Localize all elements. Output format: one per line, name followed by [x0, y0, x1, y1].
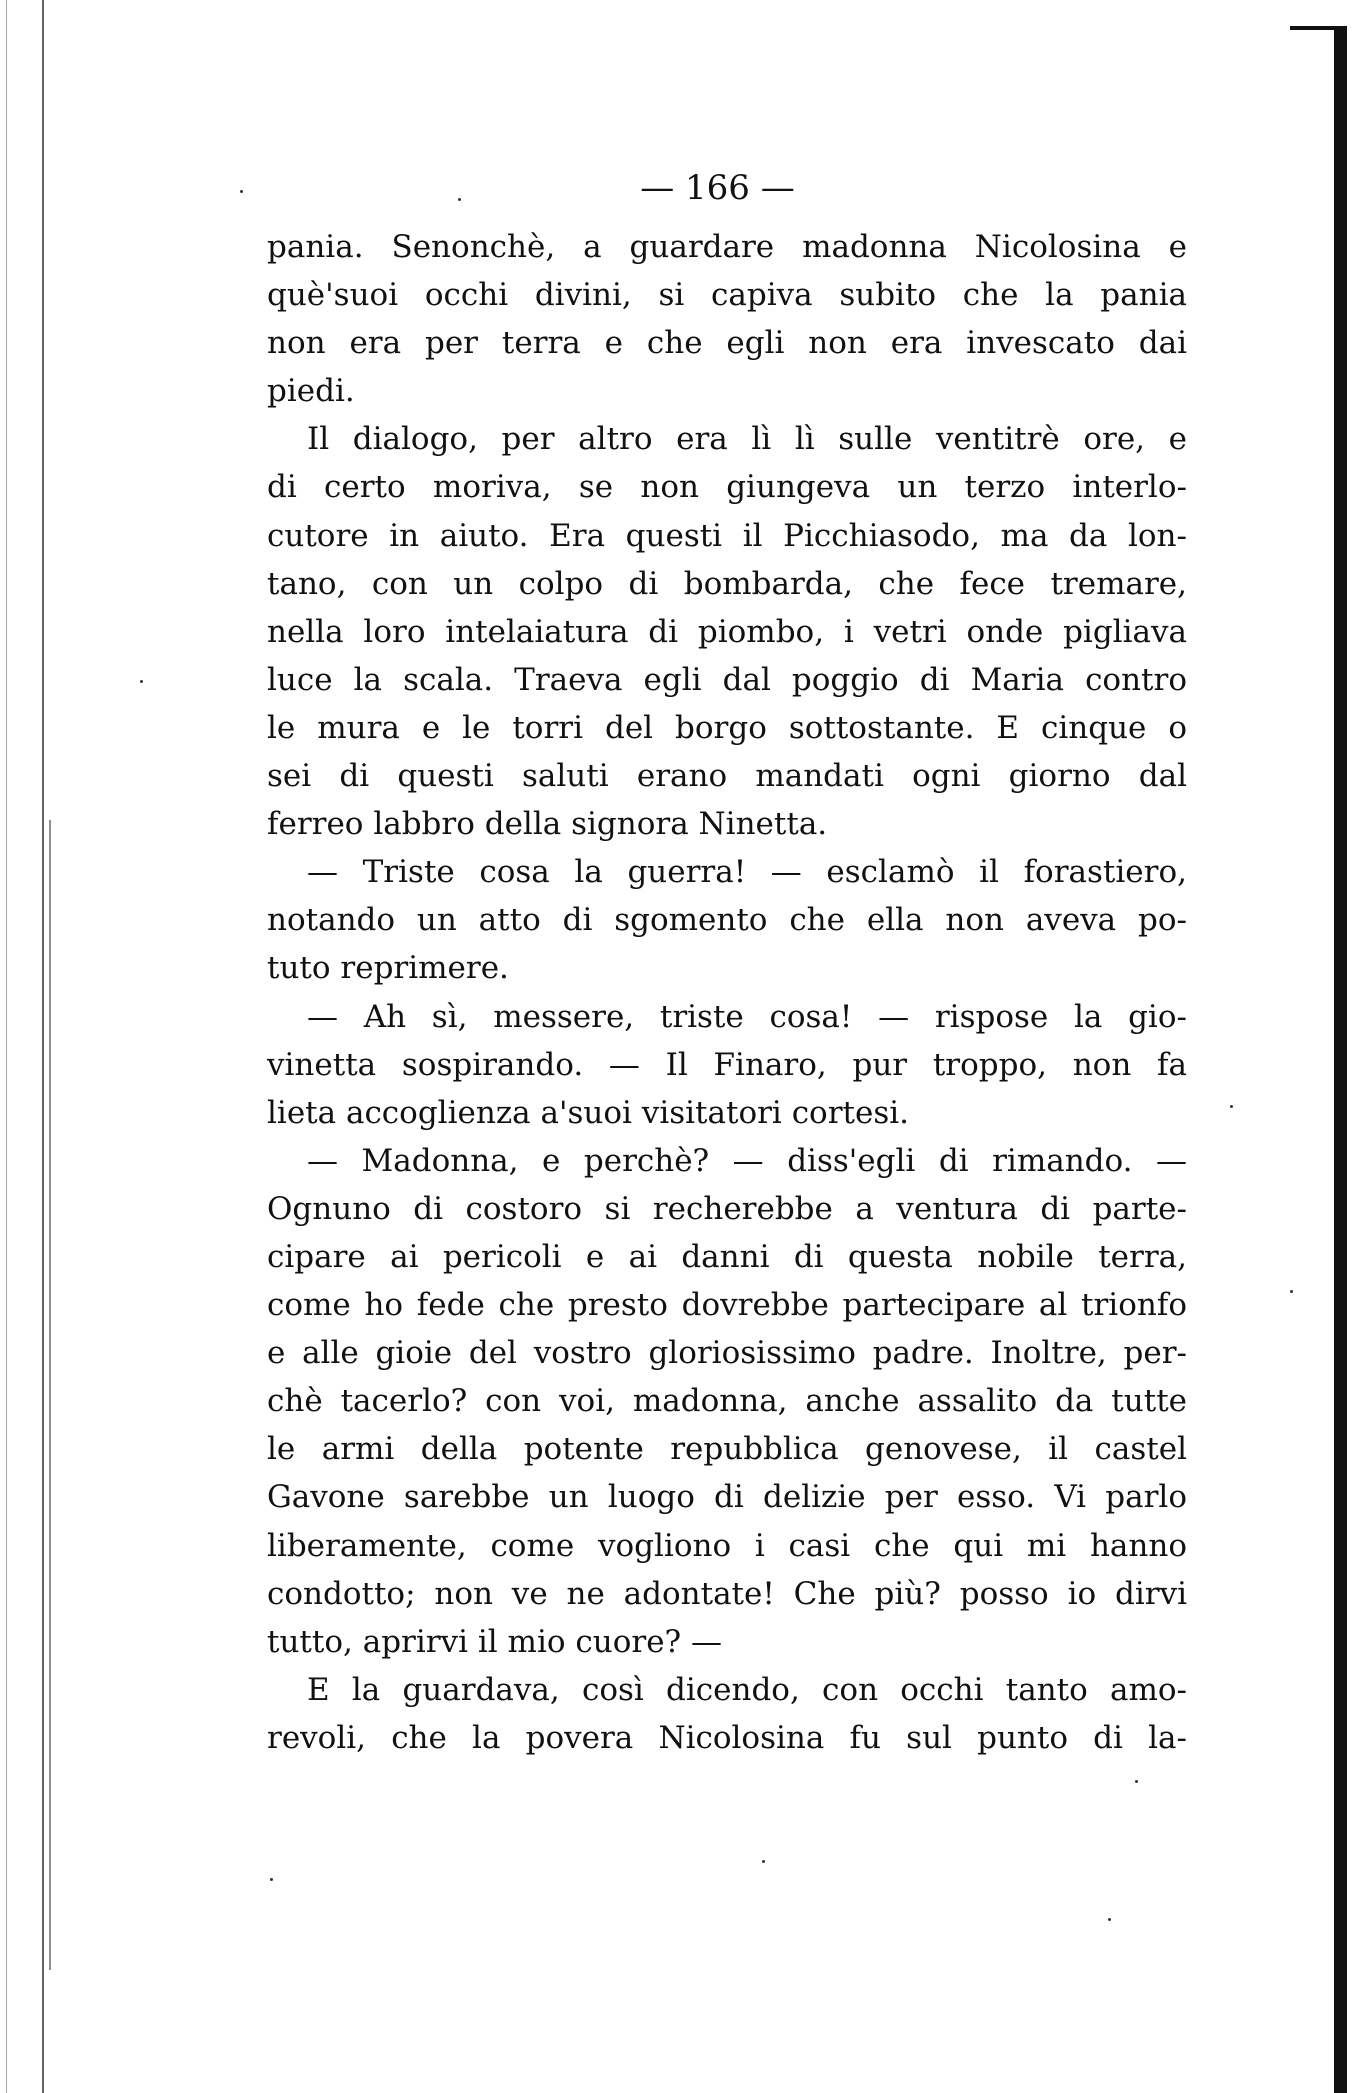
page-edge-left-inner [49, 820, 51, 1970]
text-line: tano, con un colpo di bombarda, che fece tremare, [267, 565, 1187, 602]
text-line: ferreo labbro della signora Ninetta. [267, 806, 828, 843]
scan-speck [762, 1860, 765, 1863]
text-line: sei di questi saluti erano mandati ogni giorno dal [267, 758, 1187, 795]
text-line: e alle gioie del vostro gloriosissimo padre. Inoltre, per- [267, 1335, 1187, 1372]
page-edge-shadow-right [1334, 26, 1347, 2093]
paragraph [267, 993, 1187, 1137]
page-edge-left [42, 0, 44, 2093]
text-line: lieta accoglienza a'suoi visitatori cortesi. [267, 1094, 910, 1131]
text-line: nella loro intelaiatura di piombo, i vetri onde pigliava [267, 613, 1187, 650]
scan-speck [1108, 1918, 1111, 1921]
text-line: tutto, aprirvi il mio cuore? — [267, 1623, 723, 1660]
body-text [267, 223, 1187, 1762]
text-line: luce la scala. Traeva egli dal poggio di Maria contro [267, 661, 1187, 698]
scan-speck [1135, 1780, 1138, 1783]
text-line: le mura e le torri del borgo sottostante. E cinque o [267, 709, 1187, 746]
text-line: cutore in aiuto. Era questi il Picchiasodo, ma da lon- [267, 517, 1187, 554]
paragraph [267, 848, 1187, 992]
text-line: Il dialogo, per altro era lì lì sulle ventitrè ore, e [307, 421, 1187, 458]
text-line: non era per terra e che egli non era invescato dai [267, 325, 1187, 362]
page-number: — 166 — [640, 168, 795, 208]
text-line: condotto; non ve ne adontate! Che più? posso io dirvi [267, 1575, 1187, 1612]
text-line: piedi. [267, 373, 355, 410]
text-line: — Ah sì, messere, triste cosa! — rispose la gio- [307, 998, 1187, 1035]
text-line: què'suoi occhi divini, si capiva subito che la pania [267, 277, 1187, 314]
page-edge-shadow-top [1290, 26, 1340, 30]
paragraph [267, 1137, 1187, 1666]
text-line: chè tacerlo? con voi, madonna, anche assalito da tutte [267, 1383, 1187, 1420]
scan-speck [1290, 1290, 1293, 1293]
text-line: E la guardava, così dicendo, con occhi tanto amo- [307, 1671, 1187, 1708]
text-line: — Madonna, e perchè? — diss'egli di rimando. — [307, 1142, 1187, 1179]
text-line: revoli, che la povera Nicolosina fu sul punto di la- [267, 1719, 1187, 1756]
text-line: liberamente, come vogliono i casi che qui mi hanno [267, 1527, 1187, 1564]
text-line: di certo moriva, se non giungeva un terzo interlo- [267, 469, 1187, 506]
scan-speck [1230, 1105, 1233, 1108]
page-header [0, 168, 1371, 208]
scan-border-left [6, 0, 7, 2093]
text-line: notando un atto di sgomento che ella non aveva po- [267, 902, 1187, 939]
text-line: Gavone sarebbe un luogo di delizie per esso. Vi parlo [267, 1479, 1187, 1516]
text-line: pania. Senonchè, a guardare madonna Nicolosina e [267, 229, 1187, 265]
text-line: cipare ai pericoli e ai danni di questa nobile terra, [267, 1238, 1187, 1275]
text-line: come ho fede che presto dovrebbe partecipare al trionfo [267, 1287, 1187, 1324]
text-line: vinetta sospirando. — Il Finaro, pur troppo, non fa [267, 1046, 1187, 1083]
scan-speck [270, 1878, 273, 1881]
scan-speck [140, 680, 143, 683]
paragraph [267, 223, 1187, 415]
text-line: Ognuno di costoro si recherebbe a ventura di parte- [267, 1190, 1187, 1227]
text-line: — Triste cosa la guerra! — esclamò il forastiero, [307, 854, 1187, 891]
paragraph [267, 415, 1187, 848]
text-line: le armi della potente repubblica genovese, il castel [267, 1431, 1187, 1468]
text-line: tuto reprimere. [267, 950, 509, 987]
paragraph [267, 1666, 1187, 1762]
